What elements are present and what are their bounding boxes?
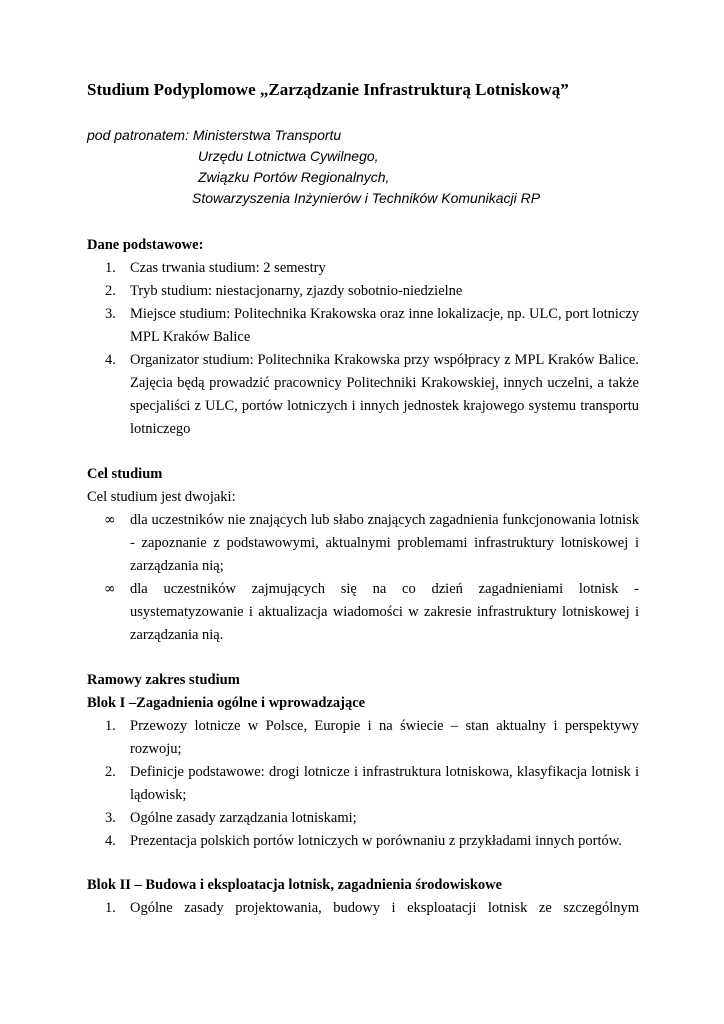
basic-info-list [87, 257, 639, 441]
list-item-text: Prezentacja polskich portów lotniczych w porównaniu z przykładami innych portów. [130, 833, 622, 849]
basic-info-heading: Dane podstawowe: [87, 237, 204, 253]
block2-section [87, 874, 639, 920]
block2-heading: Blok II – Budowa i eksploatacja lotnisk, zagadnienia środowiskowe [87, 877, 503, 893]
patronage-line: Stowarzyszenia Inżynierów i Techników Komunikacji RP [192, 190, 541, 206]
block1-heading: Blok I –Zagadnienia ogólne i wprowadzające [87, 695, 366, 711]
goal-heading: Cel studium [87, 466, 163, 482]
list-item [87, 761, 639, 807]
block1-list [87, 715, 639, 853]
list-number: 2. [105, 283, 116, 299]
list-item [87, 257, 639, 280]
list-item [87, 897, 639, 920]
basic-info-section [87, 234, 639, 441]
list-item-text: Definicje podstawowe: drogi lotnicze i infrastruktura lotniskowa, klasyfikacja lotnisk i lądowisk; [130, 764, 639, 803]
infinity-bullet-icon: ∞ [104, 512, 116, 528]
list-number: 1. [105, 900, 116, 916]
scope-section [87, 669, 639, 853]
scope-heading: Ramowy zakres studium [87, 672, 240, 688]
block2-list [87, 897, 639, 920]
list-item-text: Ogólne zasady projektowania, budowy i eksploatacji lotnisk ze szczególnym [130, 900, 639, 916]
list-item-text: dla uczestników nie znających lub słabo znających zagadnienia funkcjonowania lotnisk - zapoznanie z podstawowymi, aktualnymi problemami infrastruktury lotniskowej i zarządzania nią; [130, 512, 639, 574]
list-number: 3. [105, 306, 116, 322]
list-item [87, 349, 639, 441]
list-number: 3. [105, 810, 116, 826]
patronage-line: Urzędu Lotnictwa Cywilnego, [198, 148, 379, 164]
patronage-line: pod patronatem: Ministerstwa Transportu [87, 127, 342, 143]
list-item-text: Czas trwania studium: 2 semestry [130, 260, 326, 276]
list-item [87, 280, 639, 303]
list-item [87, 830, 639, 853]
infinity-bullet-icon: ∞ [104, 581, 116, 597]
patronage-block [87, 125, 639, 209]
list-item-text: Ogólne zasady zarządzania lotniskami; [130, 810, 357, 826]
goal-list [87, 509, 639, 647]
list-item-text: dla uczestników zajmujących się na co dzień zagadnieniami lotnisk - usystematyzowanie i aktualizacja wiadomości w zakresie infrastruktury lotniskowej i zarządzania nią. [130, 581, 639, 643]
document-page [87, 80, 639, 920]
list-item [87, 578, 639, 647]
list-item-text: Tryb studium: niestacjonarny, zjazdy sobotnio-niedzielne [130, 283, 463, 299]
page-title: Studium Podyplomowe „Zarządzanie Infrastrukturą Lotniskową” [87, 80, 569, 99]
goal-section [87, 463, 639, 647]
list-item-text: Przewozy lotnicze w Polsce, Europie i na świecie – stan aktualny i perspektywy rozwoju; [130, 718, 639, 757]
list-item [87, 509, 639, 578]
list-number: 1. [105, 260, 116, 276]
list-number: 2. [105, 764, 116, 780]
goal-intro: Cel studium jest dwojaki: [87, 489, 236, 505]
list-number: 4. [105, 833, 116, 849]
list-item [87, 303, 639, 349]
list-number: 1. [105, 718, 116, 734]
list-item-text: Miejsce studium: Politechnika Krakowska oraz inne lokalizacje, np. ULC, port lotniczy MPL Kraków Balice [130, 306, 639, 345]
patronage-line: Związku Portów Regionalnych, [198, 169, 390, 185]
list-number: 4. [105, 352, 116, 368]
list-item [87, 807, 639, 830]
list-item [87, 715, 639, 761]
list-item-text: Organizator studium: Politechnika Krakowska przy współpracy z MPL Kraków Balice. Zajęcia będą prowadzić pracownicy Politechniki Krakowskiej, innych uczelni, a także specjaliści z ULC, portów lotniczych i innych jednostek krajowego systemu transportu lotniczego [130, 352, 639, 437]
